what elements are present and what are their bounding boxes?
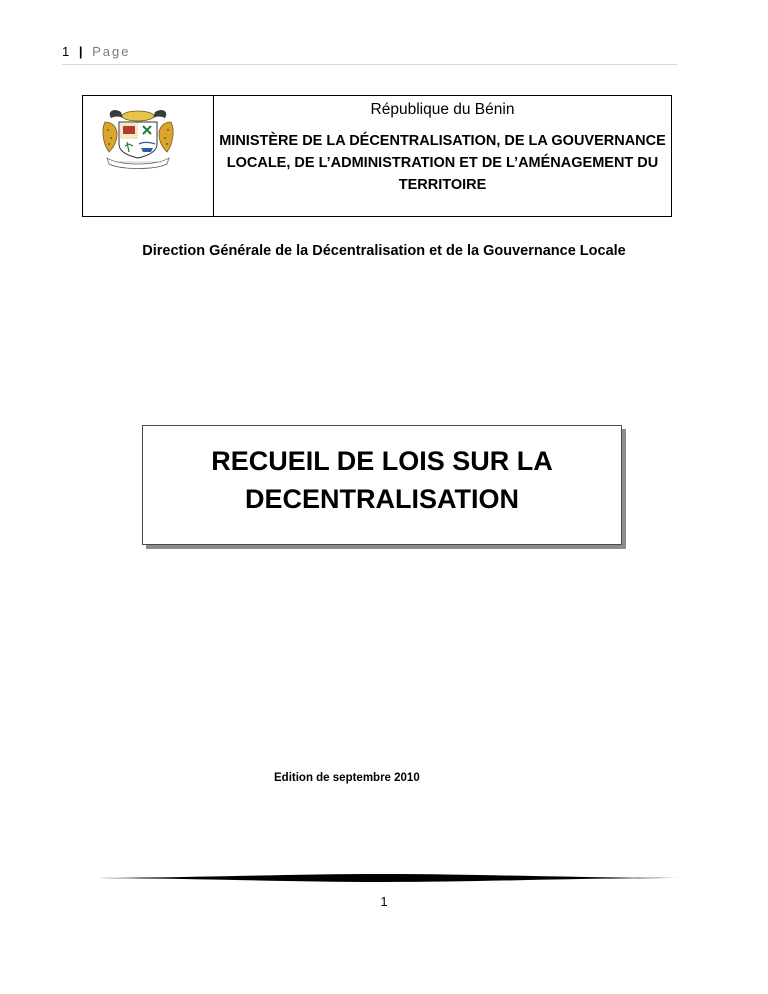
page-header (62, 44, 131, 59)
ministry-line-2: LOCALE, DE L’ADMINISTRATION ET DE L’AMÉNAGEMENT DU (226, 155, 659, 171)
header-separator: | (78, 44, 85, 59)
ministry-table (82, 95, 672, 217)
direction-generale: Direction Générale de la Décentralisation et de la Gouvernance Locale (142, 243, 626, 259)
header-rule (62, 64, 677, 65)
republic-name: République du Bénin (370, 101, 515, 118)
header-page-number: 1 (62, 44, 72, 59)
ministry-line-3: TERRITOIRE (398, 177, 487, 193)
footer-decorative-rule (88, 872, 678, 884)
ministry-text-cell (214, 96, 671, 216)
benin-coat-of-arms-icon (99, 108, 177, 170)
title-line-1: RECUEIL DE LOIS SUR LA (211, 446, 553, 476)
edition-label: Edition de septembre 2010 (274, 772, 420, 784)
ministry-name (214, 130, 671, 196)
title-line-2: DECENTRALISATION (245, 484, 519, 514)
title-box (142, 425, 622, 545)
footer-page-number: 1 (380, 894, 388, 909)
ministry-line-1: MINISTÈRE DE LA DÉCENTRALISATION, DE LA GOUVERNANCE (219, 133, 666, 149)
header-page-word: Page (92, 44, 131, 59)
emblem-cell (83, 96, 214, 216)
